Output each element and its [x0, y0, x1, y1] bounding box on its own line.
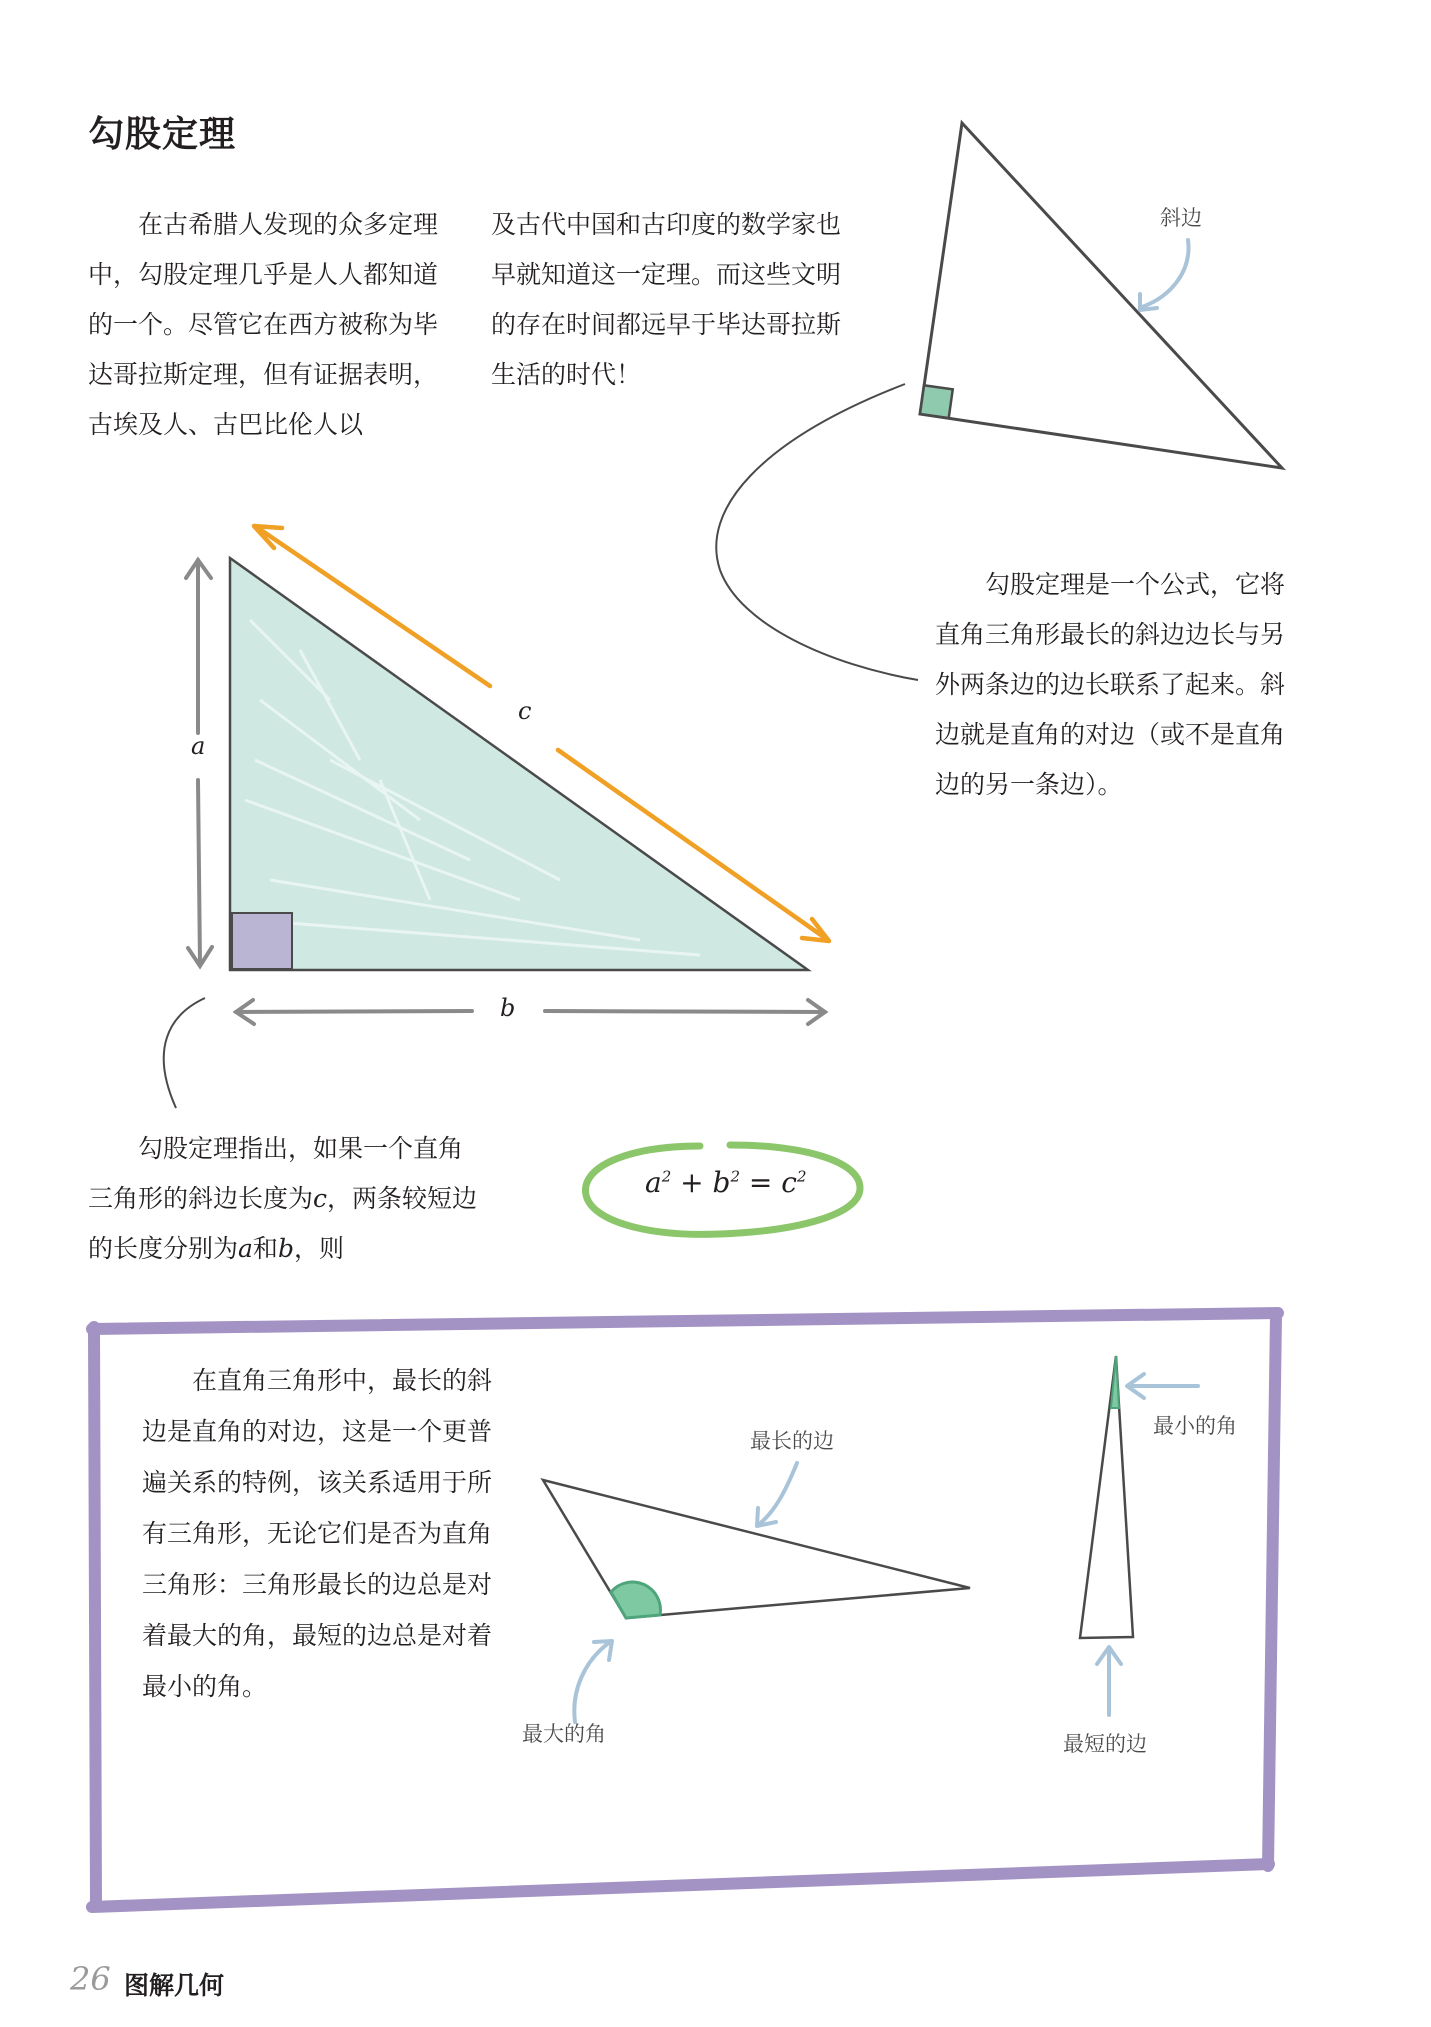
theorem-text-3: 和	[252, 1234, 278, 1263]
theorem-text-4: ，则	[293, 1234, 344, 1263]
formula-b: b	[712, 1166, 731, 1199]
formula-exp-c: 2	[796, 1167, 807, 1186]
longest-side-pointer	[758, 1463, 797, 1525]
theorem-callout-curve	[164, 998, 205, 1108]
label-a: a	[191, 732, 206, 760]
theorem-statement-text	[88, 1124, 480, 1274]
hypotenuse-triangle	[920, 123, 1282, 468]
formula-equals: =	[748, 1166, 773, 1199]
obtuse-triangle	[543, 1463, 970, 1722]
side-b-arrow	[236, 1000, 825, 1024]
book-title: 图解几何	[124, 1971, 225, 2000]
label-b: b	[500, 994, 516, 1022]
theorem-var-a: a	[238, 1234, 253, 1263]
longest-side-label: 最长的边	[750, 1429, 834, 1453]
hypotenuse-pointer-arrow	[1142, 240, 1189, 307]
theorem-text-1: 勾股定理指出，如果一个直角三角形的斜边长度为	[88, 1134, 464, 1213]
hypotenuse-label: 斜边	[1160, 206, 1202, 230]
side-a-arrow	[186, 560, 212, 966]
formula-a: a	[645, 1166, 662, 1199]
big-right-triangle	[186, 526, 829, 1024]
label-c: c	[518, 697, 532, 725]
formula-description	[935, 560, 1287, 810]
theorem-text-2: ，两条较短边的长度分别为	[88, 1184, 478, 1263]
right-angle-marker	[920, 385, 953, 418]
intro-column-1	[88, 200, 448, 450]
theorem-statement	[88, 1124, 480, 1274]
pythagorean-formula	[645, 1166, 807, 1199]
right-angle-square	[232, 913, 292, 969]
largest-angle-marker	[611, 1582, 660, 1618]
theorem-var-b: b	[277, 1234, 294, 1263]
intro-column-2	[491, 200, 851, 400]
formula-exp-a: 2	[661, 1167, 672, 1186]
intro-text-2: 及古代中国和古印度的数学家也早就知道这一定理。而这些文明的存在时间都远早于毕达哥拉斯生活的时代！	[491, 210, 842, 389]
intro-text-1: 在古希腊人发现的众多定理中，勾股定理几乎是人人都知道的一个。尽管它在西方被称为毕达哥拉斯定理，但有证据表明，古埃及人、古巴比伦人以	[88, 210, 439, 439]
formula-description-text: 勾股定理是一个公式，它将直角三角形最长的斜边边长与另外两条边的边长联系了起来。斜边就是直角的对边（或不是直角边的另一条边）。	[935, 570, 1286, 799]
formula-exp-b: 2	[730, 1167, 741, 1186]
box-explanation	[142, 1355, 512, 1712]
shortest-side-label: 最短的边	[1063, 1732, 1147, 1756]
page-title: 勾股定理	[88, 114, 237, 155]
page-number: 26	[70, 1960, 111, 1998]
formula-plus: +	[680, 1166, 704, 1199]
theorem-var-c: c	[313, 1184, 328, 1213]
box-explanation-text: 在直角三角形中，最长的斜边是直角的对边，这是一个更普遍关系的特例，该关系适用于所有三角形，无论它们是否为直角三角形：三角形最长的边总是对着最大的角，最短的边总是对着最小的角。	[142, 1366, 493, 1701]
formula-c: c	[781, 1166, 797, 1199]
largest-angle-label: 最大的角	[522, 1722, 606, 1746]
smallest-angle-label: 最小的角	[1153, 1414, 1237, 1438]
largest-angle-pointer	[574, 1642, 610, 1722]
callout-curve	[716, 384, 918, 680]
